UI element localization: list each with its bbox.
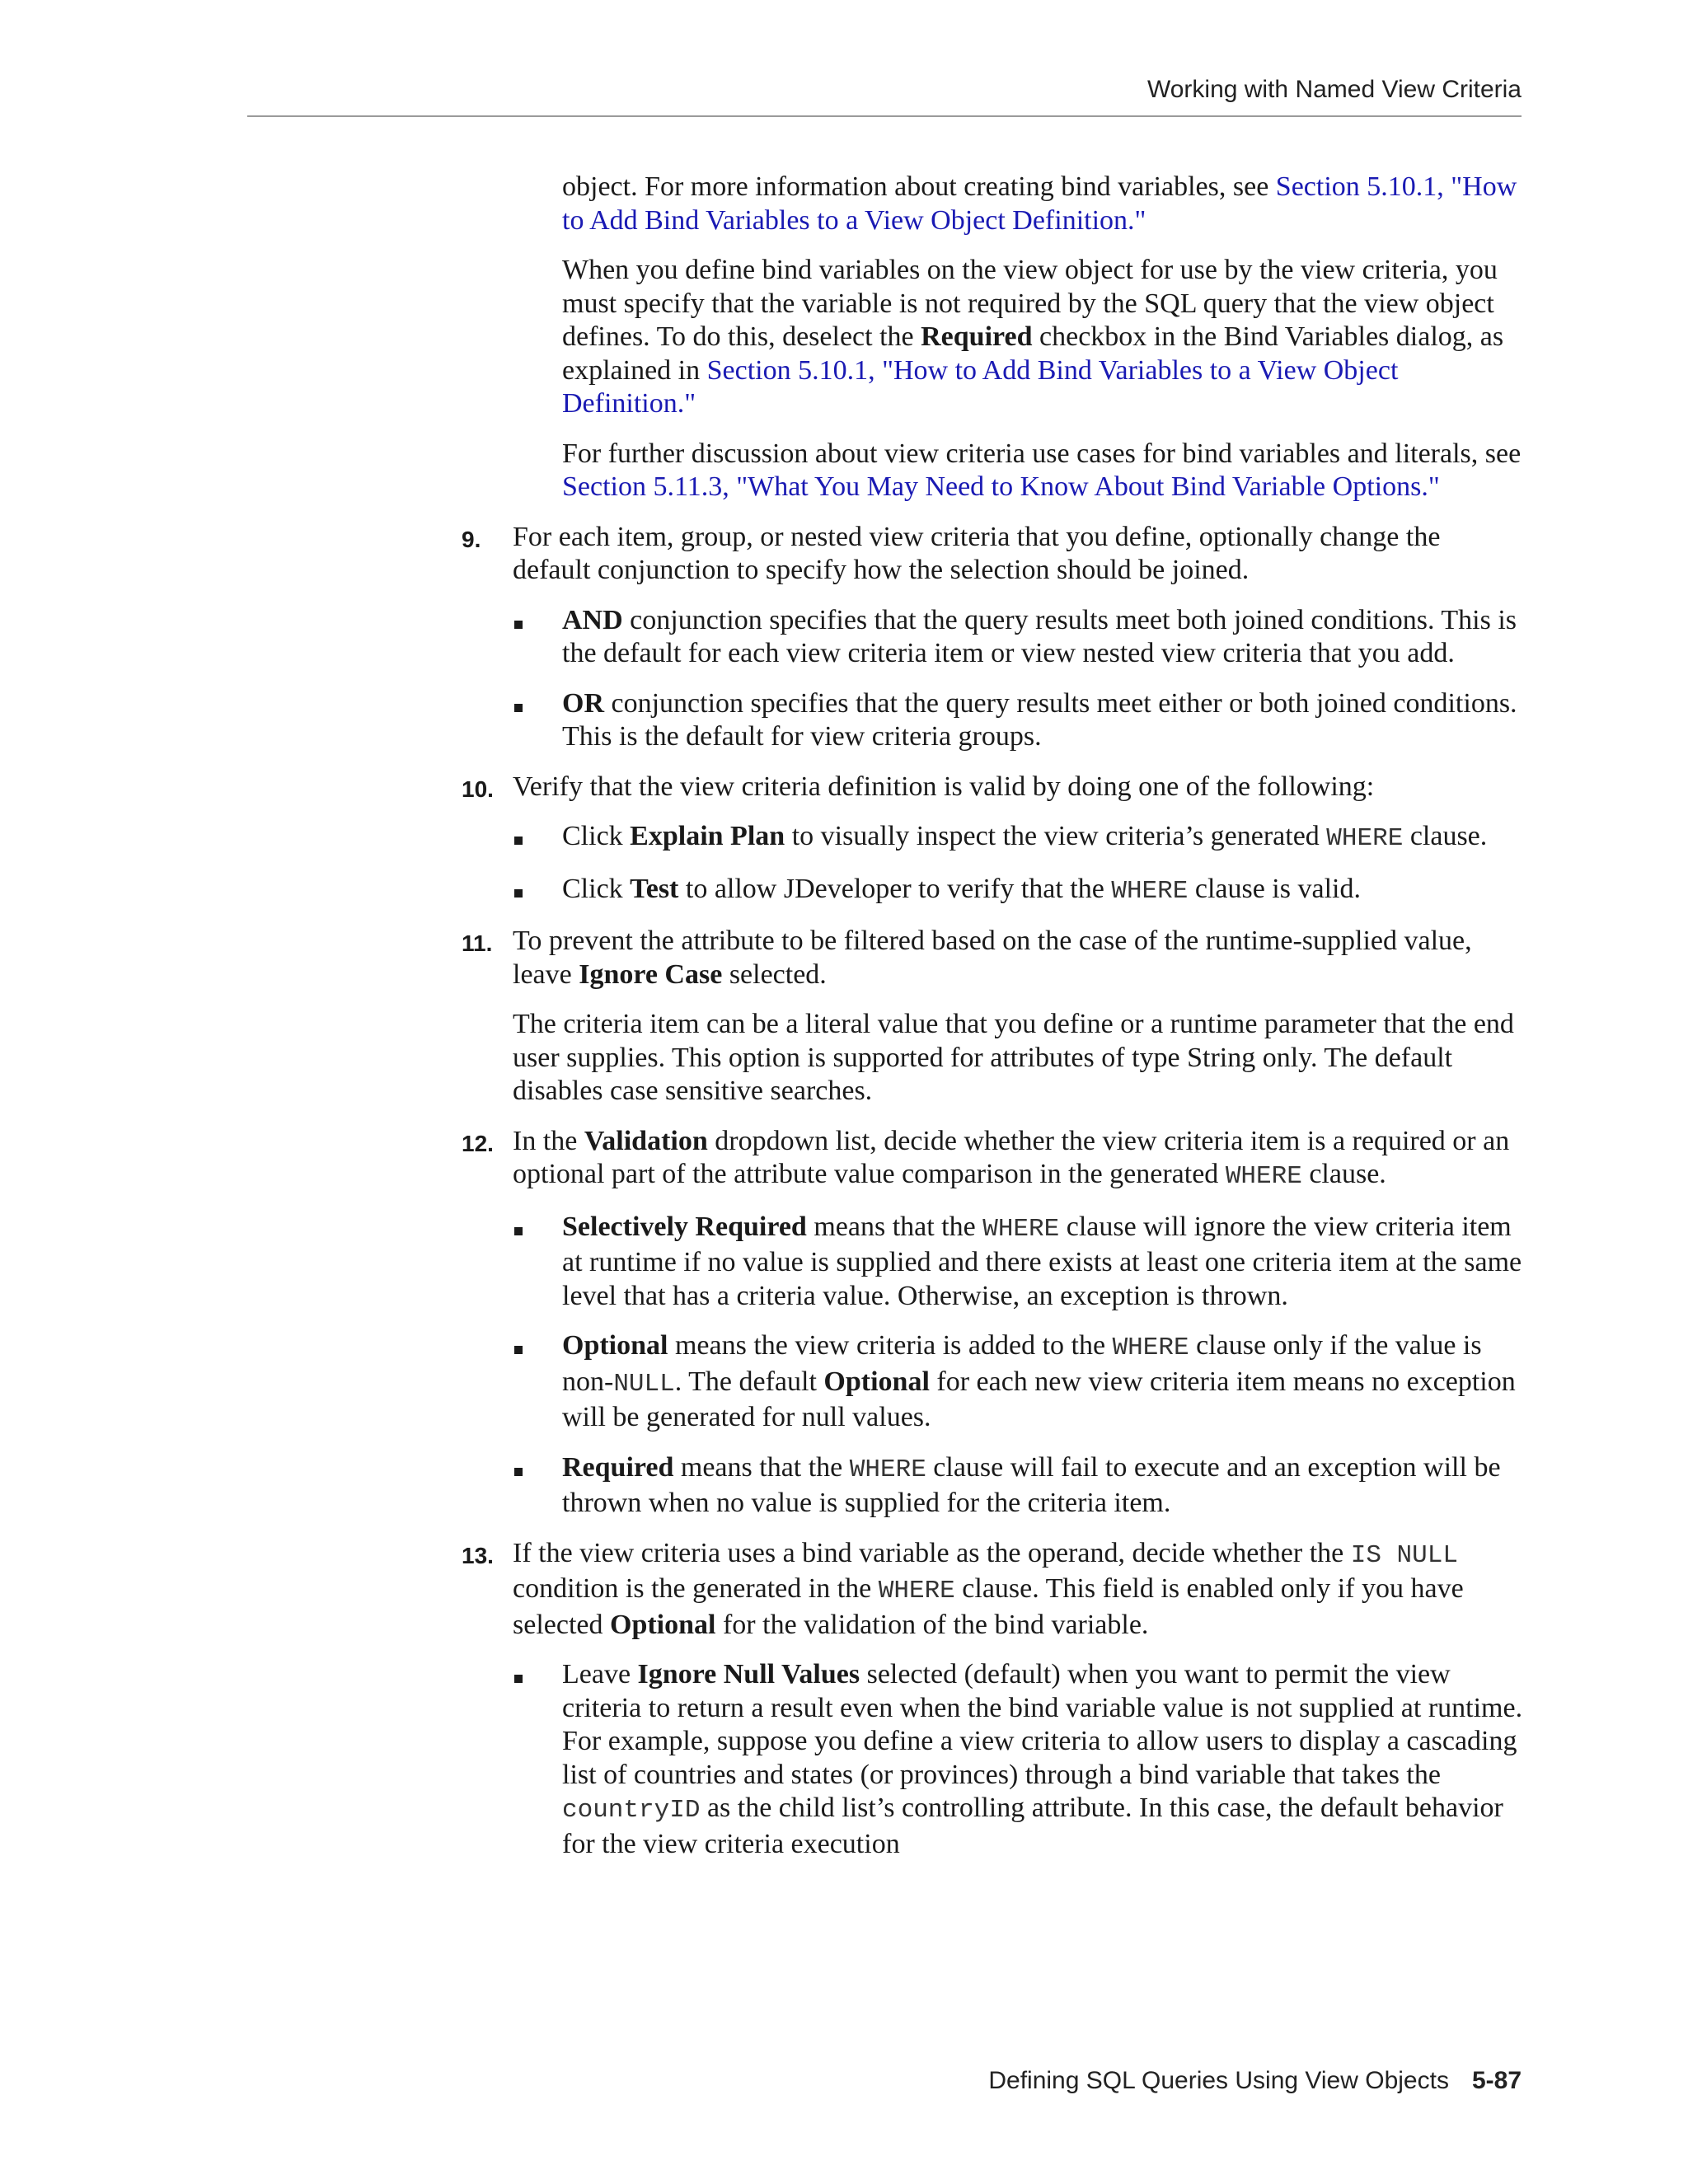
bullet-square-icon (514, 621, 523, 629)
bold-term: OR (562, 687, 604, 719)
page-number: 5-87 (1471, 2067, 1522, 2094)
text: for the validation of the bind variable. (715, 1609, 1149, 1640)
bullet-required (562, 1451, 1525, 1521)
text: Click (562, 821, 631, 851)
code-term: WHERE (878, 1577, 955, 1605)
text: means the view criteria is added to the (668, 1330, 1113, 1361)
bullet-and-conjunction (562, 604, 1525, 671)
text: condition is the generated in the (513, 1573, 879, 1604)
text: checkbox in the Bind Variables dialog, as explained in (562, 321, 1504, 386)
text: If the view criteria uses a bind variable as the operand, decide whether the (513, 1537, 1351, 1568)
paragraph-bind-variables-intro (562, 171, 1525, 237)
text: to visually inspect the view criteria’s generated (785, 821, 1327, 851)
text: When you define bind variables on the view object for use by the view criteria, you must specify that the variable is not required by the SQL query that the view object defines. To do this, deselect the (562, 255, 1498, 352)
text: selected. (722, 958, 827, 990)
bold-term: Explain Plan (630, 821, 785, 851)
text: . The default (674, 1366, 824, 1397)
bullet-square-icon (514, 837, 523, 845)
footer-title: Defining SQL Queries Using View Objects (988, 2067, 1449, 2094)
text: For further discussion about view criteria use cases for bind variables and literals, see (562, 438, 1522, 469)
text: clause. (1403, 821, 1488, 851)
code-term: WHERE (1112, 1333, 1189, 1362)
bullet-square-icon (514, 889, 523, 898)
code-term: NULL (613, 1369, 675, 1399)
step-10 (462, 771, 1525, 804)
text: For each item, group, or nested view criteria that you define, optionally change the default conjunction to specify how the selection should be joined. (513, 521, 1441, 585)
text: selected (default) when you want to permit the view criteria to return a result even when the bind variable value is not supplied at runtime. For example, suppose you define a view criteria to allow users to display a cascading list of countries and states (or provinces) through a bind variable that takes the (562, 1659, 1523, 1790)
link-section-5-10-1[interactable]: Section 5.10.1, "How to Add Bind Variables to a View Object Definition." (562, 171, 1517, 236)
code-term: WHERE (849, 1455, 926, 1484)
text: Click (562, 873, 631, 904)
text: To prevent the attribute to be filtered based on the case of the runtime-supplied value, leave (513, 926, 1472, 990)
code-term: countryID (562, 1796, 701, 1825)
step-number: 11. (462, 930, 493, 956)
text: for each new view criteria item means no exception will be generated for null values. (562, 1366, 1516, 1432)
running-footer (988, 2067, 1522, 2095)
code-term: WHERE (1326, 824, 1404, 853)
bullet-optional (562, 1329, 1525, 1435)
text: clause is valid. (1188, 873, 1361, 904)
bullet-explain-plan (562, 820, 1525, 856)
bullet-square-icon (514, 704, 523, 712)
bullet-square-icon (514, 1346, 523, 1354)
paragraph-further-discussion (562, 438, 1525, 504)
text: conjunction specifies that the query results meet either or both joined conditions. This is the default for view criteria groups. (562, 687, 1517, 752)
bullet-or-conjunction (562, 687, 1525, 754)
step-number: 9. (462, 526, 481, 552)
text: clause. (1301, 1159, 1386, 1189)
bullet-test (562, 873, 1525, 909)
running-header: Working with Named View Criteria (1146, 76, 1522, 103)
step-number: 12. (462, 1130, 494, 1156)
bold-term: Optional (562, 1330, 668, 1361)
bold-term: Required (921, 321, 1033, 352)
code-term: WHERE (982, 1214, 1060, 1244)
bullet-ignore-null-values (562, 1658, 1525, 1861)
bold-term: Test (630, 873, 679, 904)
bold-term: Required (562, 1451, 674, 1483)
bold-term: Validation (584, 1125, 708, 1156)
text: The criteria item can be a literal value that you define or a runtime parameter that the end user supplies. This option is supported for attributes of type String only. The default disables case sensitive searches. (513, 1009, 1514, 1106)
bold-term: Ignore Null Values (637, 1659, 860, 1690)
text: clause. This field is enabled only if you have selected (513, 1573, 1464, 1640)
step-12 (462, 1125, 1525, 1194)
text: Verify that the view criteria definition is valid by doing one of the following: (513, 771, 1375, 802)
code-term: WHERE (1225, 1162, 1302, 1191)
text: clause only if the value is non- (562, 1330, 1482, 1397)
bullet-square-icon (514, 1468, 523, 1476)
step-number: 13. (462, 1542, 494, 1568)
text: Leave (562, 1659, 638, 1690)
code-term: WHERE (1111, 876, 1189, 906)
header-rule (247, 115, 1522, 117)
text: to allow JDeveloper to verify that the (678, 873, 1112, 904)
bullet-square-icon (514, 1675, 523, 1683)
bullet-square-icon (514, 1227, 523, 1235)
text: as the child list’s controlling attribute. In this case, the default behavior for the view criteria execution (562, 1793, 1503, 1859)
code-term: IS NULL (1350, 1540, 1458, 1570)
text: clause will ignore the view criteria item at runtime if no value is supplied and there exists at least one criteria item at the same level that has a criteria value. Otherwise, an exception is thrown. (562, 1211, 1522, 1311)
link-section-5-11-3[interactable]: Section 5.11.3, "What You May Need to Know About Bind Variable Options." (562, 471, 1440, 502)
step-13 (462, 1537, 1525, 1643)
text: dropdown list, decide whether the view criteria item is a required or an optional part of the attribute value comparison in the generated (513, 1125, 1510, 1189)
text: means that the (806, 1211, 983, 1242)
step-number: 10. (462, 776, 494, 802)
bold-term: AND (562, 604, 623, 635)
bullet-selectively-required (562, 1211, 1525, 1314)
text: clause will fail to execute and an exception will be thrown when no value is supplied for the criteria item. (562, 1451, 1501, 1518)
page-body (462, 171, 1525, 1877)
link-section-5-10-1[interactable]: Section 5.10.1, "How to Add Bind Variables to a View Object Definition." (562, 354, 1399, 419)
bold-term: Ignore Case (579, 958, 723, 990)
step-9 (462, 521, 1525, 588)
text: In the (513, 1125, 584, 1156)
text: conjunction specifies that the query results meet both joined conditions. This is the default for each view criteria item or view nested view criteria that you add. (562, 604, 1517, 668)
bold-term: Optional (823, 1366, 930, 1397)
step-11 (462, 925, 1525, 991)
paragraph-bind-variables-required (562, 254, 1525, 421)
paragraph-criteria-item (513, 1008, 1525, 1108)
text: means that the (673, 1451, 850, 1483)
bold-term: Selectively Required (562, 1211, 807, 1242)
text: object. For more information about creating bind variables, see (562, 171, 1276, 202)
bold-term: Optional (610, 1609, 716, 1640)
